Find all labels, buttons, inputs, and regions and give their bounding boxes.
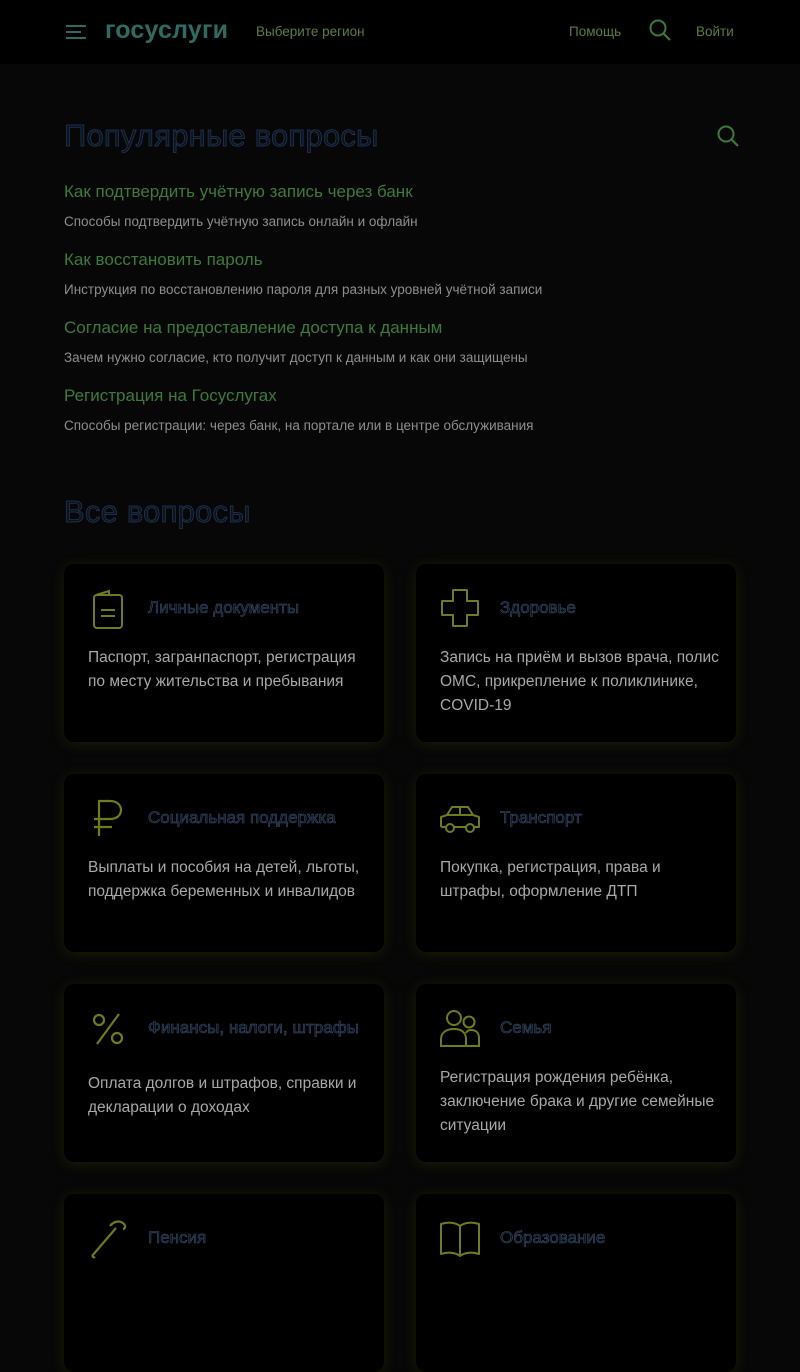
all-questions-title: Все вопросы: [64, 494, 251, 529]
menu-icon[interactable]: [64, 22, 88, 42]
faq-link-data-consent[interactable]: Согласие на предоставление доступа к данным: [64, 318, 443, 337]
faq-search-icon[interactable]: [716, 124, 740, 148]
card-description: Покупка, регистрация, права и штрафы, оформление ДТП: [440, 859, 661, 900]
category-card-pension[interactable]: [64, 1194, 384, 1372]
card-title: Образование: [500, 1228, 606, 1247]
faq-link-registration[interactable]: Регистрация на Госуслугах: [64, 386, 277, 405]
card-description: Паспорт, загранпаспорт, регистрация по месту жительства и пребывания: [88, 649, 356, 690]
card-title: Семья: [500, 1018, 552, 1037]
card-description: Запись на приём и вызов врача, полис ОМС, прикрепление к поликлинике, COVID-19: [440, 649, 719, 714]
book-icon: [438, 1216, 482, 1260]
help-link[interactable]: Помощь: [569, 24, 622, 39]
faq-desc: Инструкция по восстановлению пароля для разных уровней учётной записи: [64, 282, 543, 297]
car-icon: [438, 796, 482, 840]
percent-icon: [86, 1006, 130, 1050]
card-title: Личные документы: [148, 598, 300, 617]
card-description: Выплаты и пособия на детей, льготы, поддержка беременных и инвалидов: [88, 859, 360, 900]
faq-link-confirm-account[interactable]: Как подтвердить учётную запись через банк: [64, 182, 413, 201]
category-card-family[interactable]: [416, 984, 736, 1162]
card-title: Социальная поддержка: [148, 808, 336, 827]
faq-desc: Способы подтвердить учётную запись онлайн и офлайн: [64, 214, 418, 229]
card-description: Регистрация рождения ребёнка, заключение брака и другие семейные ситуации: [440, 1069, 715, 1134]
site-header: [0, 0, 800, 64]
category-card-social[interactable]: [64, 774, 384, 952]
card-title: Транспорт: [500, 808, 582, 827]
category-card-transport[interactable]: [416, 774, 736, 952]
category-card-health[interactable]: [416, 564, 736, 742]
card-title: Пенсия: [148, 1228, 207, 1247]
card-title: Здоровье: [500, 598, 576, 617]
region-selector[interactable]: Выберите регион: [256, 24, 365, 39]
document-icon: [86, 586, 130, 630]
search-icon[interactable]: [648, 18, 672, 42]
category-card-finance[interactable]: [64, 984, 384, 1162]
health-cross-icon: [438, 586, 482, 630]
category-card-education[interactable]: [416, 1194, 736, 1372]
ruble-icon: [86, 796, 130, 840]
card-description: Оплата долгов и штрафов, справки и декларации о доходах: [88, 1075, 357, 1116]
family-icon: [438, 1006, 482, 1050]
faq-link-restore-password[interactable]: Как восстановить пароль: [64, 250, 263, 269]
cane-icon: [86, 1216, 130, 1260]
card-title: Финансы, налоги, штрафы: [148, 1018, 359, 1037]
gosuslugi-logo[interactable]: госуслуги: [105, 16, 229, 44]
faq-desc: Способы регистрации: через банк, на портале или в центре обслуживания: [64, 418, 534, 433]
faq-desc: Зачем нужно согласие, кто получит доступ к данным и как они защищены: [64, 350, 528, 365]
login-button[interactable]: Войти: [696, 24, 734, 39]
popular-questions-title: Популярные вопросы: [64, 118, 379, 153]
category-card-documents[interactable]: [64, 564, 384, 742]
